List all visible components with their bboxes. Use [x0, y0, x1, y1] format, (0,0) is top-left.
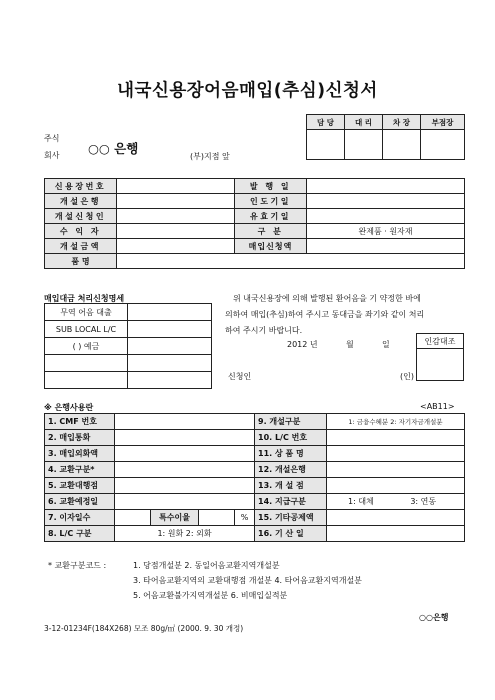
percent-sign: %	[235, 510, 255, 526]
approval-sign-deputy[interactable]	[345, 130, 383, 160]
statement-month: 월	[346, 340, 354, 349]
field-beneficiary[interactable]	[117, 224, 235, 239]
bank-label-opening-branch: 13. 개 설 점	[255, 478, 327, 494]
statement-line-3: 하여 주시기 바랍니다.	[225, 326, 303, 335]
footnote-label: * 교환구분코드 :	[48, 561, 107, 570]
detail-row-deposit: ( ) 예금	[45, 338, 128, 355]
bank-field-start-date[interactable]	[327, 526, 465, 542]
field-issue-date[interactable]	[307, 179, 465, 194]
detail-value-blank-2[interactable]	[128, 372, 212, 389]
label-applicant: 개설신청인	[45, 209, 117, 224]
statement-applicant-label: 신청인	[228, 372, 252, 381]
field-applicant[interactable]	[117, 209, 235, 224]
form-code: 3-12-01234F(184X268) 모조 80g/㎡ (2000. 9. 30 개정)	[44, 624, 244, 633]
label-delivery-date: 인도기일	[235, 194, 307, 209]
label-lc-number: 신용장번호	[45, 179, 117, 194]
bank-field-opening-bank[interactable]	[327, 462, 465, 478]
field-purchase-amount[interactable]	[307, 239, 465, 254]
field-delivery-date[interactable]	[307, 194, 465, 209]
bank-signature: ○○은행	[419, 613, 449, 622]
statement-day: 일	[382, 340, 390, 349]
bank-name: ○○ 은행	[88, 141, 139, 156]
bank-label-exchange-date: 6. 교환예정일	[45, 494, 115, 510]
bank-label-currency: 2. 매입통화	[45, 430, 115, 446]
bank-section-heading: ※ 은행사용란	[44, 403, 94, 412]
footnote-line-1: 1. 당점개설분 2. 동일어음교환지역개설분	[133, 561, 280, 570]
seal-check-area[interactable]	[417, 349, 464, 381]
detail-value-trade-loan[interactable]	[128, 304, 212, 321]
bank-label-opening-bank: 12. 개설은행	[255, 462, 327, 478]
label-category: 구 분	[235, 224, 307, 239]
bank-field-lc-number[interactable]	[327, 430, 465, 446]
detail-value-sub-local[interactable]	[128, 321, 212, 338]
company-label-2: 회사	[44, 151, 60, 160]
seal-check-box	[416, 333, 464, 381]
bank-label-cmf: 1. CMF 번호	[45, 414, 115, 430]
bank-label-interest-days: 7. 이자일수	[45, 510, 115, 526]
detail-row-blank-1[interactable]	[45, 355, 128, 372]
bank-field-foreign-amount[interactable]	[115, 446, 255, 462]
approval-header-branch-head: 부점장	[421, 115, 465, 130]
field-issuing-bank[interactable]	[117, 194, 235, 209]
label-issue-amount: 개설금액	[45, 239, 117, 254]
bank-section-code: <AB11>	[420, 402, 455, 411]
field-category[interactable]: 완제품 · 원자재	[307, 224, 465, 239]
label-issuing-bank: 개설은행	[45, 194, 117, 209]
label-item-name: 품 명	[45, 254, 117, 269]
bank-lc-type-options[interactable]: 1: 원화 2: 외화	[115, 526, 255, 542]
bank-label-payment-type: 14. 지급구분	[255, 494, 327, 510]
label-issue-date: 발 행 일	[235, 179, 307, 194]
bank-field-other-deduction[interactable]	[327, 510, 465, 526]
bank-payment-type-options[interactable]	[327, 494, 465, 510]
bank-field-opening-branch[interactable]	[327, 478, 465, 494]
bank-label-product: 11. 상 품 명	[255, 446, 327, 462]
statement-year: 2012 년	[287, 340, 318, 349]
field-expiry-date[interactable]	[307, 209, 465, 224]
statement-line-2: 의하여 매입(추심)하여 주시고 동대금을 좌기와 같이 처리	[225, 310, 425, 319]
approval-sign-manager[interactable]	[383, 130, 421, 160]
statement-seal-mark: (인)	[400, 372, 414, 381]
bank-label-special-rate: 특수이율	[151, 510, 199, 526]
detail-row-trade-loan: 무역 어음 대출	[45, 304, 128, 321]
bank-field-cmf[interactable]	[115, 414, 255, 430]
detail-table	[44, 303, 212, 389]
bank-open-type-options[interactable]: 1: 금융수혜분 2: 자기자금개설분	[327, 414, 465, 430]
bank-label-start-date: 16. 기 산 일	[255, 526, 327, 542]
approval-header-deputy: 대 리	[345, 115, 383, 130]
detail-value-blank-1[interactable]	[128, 355, 212, 372]
bank-field-exchange-agent[interactable]	[115, 478, 255, 494]
bank-field-currency[interactable]	[115, 430, 255, 446]
bank-field-exchange-date[interactable]	[115, 494, 255, 510]
bank-field-product[interactable]	[327, 446, 465, 462]
bank-label-open-type: 9. 개설구분	[255, 414, 327, 430]
approval-header-staff: 담 당	[307, 115, 345, 130]
bank-field-exchange-type[interactable]	[115, 462, 255, 478]
footnote-line-2: 3. 타어음교환지역의 교환대행점 개설분 4. 타어음교환지역개설분	[133, 576, 362, 585]
approval-sign-branch-head[interactable]	[421, 130, 465, 160]
statement-line-1: 위 내국신용장에 의해 발행된 환어음을 기 약정한 바에	[233, 294, 421, 303]
bank-field-interest-days[interactable]	[115, 510, 151, 526]
approval-box	[306, 114, 465, 160]
detail-row-blank-2[interactable]	[45, 372, 128, 389]
bank-label-lc-type: 8. L/C 구분	[45, 526, 115, 542]
seal-check-label: 인감대조	[417, 334, 464, 349]
footnote-line-3: 5. 어음교환불가지역개설분 6. 비매입실적분	[133, 591, 288, 600]
detail-heading: 매입대금 처리신청명세	[44, 294, 125, 303]
label-expiry-date: 유효기일	[235, 209, 307, 224]
payment-option-linked[interactable]: 3: 연동	[410, 497, 437, 506]
bank-use-table	[44, 413, 465, 542]
bank-label-foreign-amount: 3. 매입외화액	[45, 446, 115, 462]
lc-info-table	[44, 178, 465, 269]
detail-row-sub-local: SUB LOCAL L/C	[45, 321, 128, 338]
payment-option-transfer[interactable]: 1: 대체	[348, 497, 374, 506]
bank-field-special-rate[interactable]	[199, 510, 235, 526]
bank-label-lc-number: 10. L/C 번호	[255, 430, 327, 446]
page-title: 내국신용장어음매입(추심)신청서	[117, 81, 378, 101]
label-beneficiary: 수 익 자	[45, 224, 117, 239]
bank-label-exchange-type: 4. 교환구분*	[45, 462, 115, 478]
detail-value-deposit[interactable]	[128, 338, 212, 355]
bank-label-exchange-agent: 5. 교환대행점	[45, 478, 115, 494]
label-purchase-amount: 매입신청액	[235, 239, 307, 254]
approval-sign-staff[interactable]	[307, 130, 345, 160]
company-label-1: 주식	[44, 134, 60, 143]
field-issue-amount[interactable]	[117, 239, 235, 254]
approval-header-manager: 차 장	[383, 115, 421, 130]
bank-label-other-deduction: 15. 기타공제액	[255, 510, 327, 526]
field-item-name[interactable]	[117, 254, 465, 269]
field-lc-number[interactable]	[117, 179, 235, 194]
branch-suffix: (부)지점 앞	[190, 152, 230, 161]
